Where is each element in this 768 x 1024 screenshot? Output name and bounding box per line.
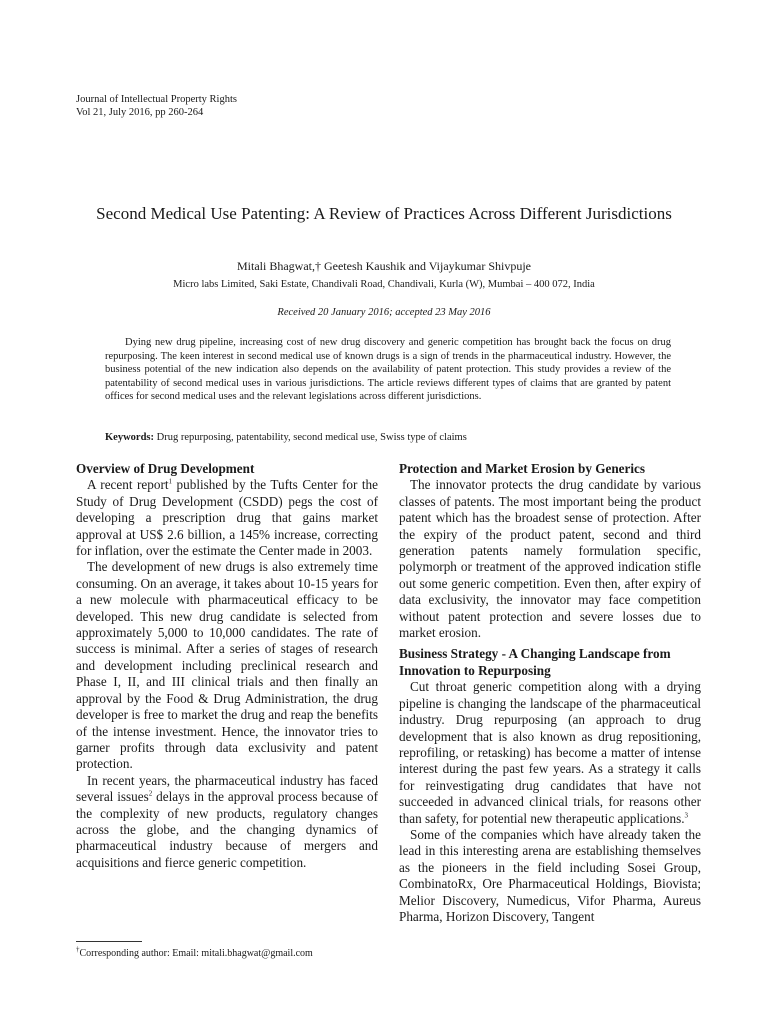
section-heading-protection: Protection and Market Erosion by Generics	[399, 461, 646, 476]
paragraph-text: A recent report	[87, 477, 169, 493]
footnote-divider	[76, 941, 142, 942]
paragraph: Some of the companies which have already taken the lead in this interesting arena are establishing themselves as the pioneers in the field including Sosei Group, CombinatoRx, Ore Pharmaceutical Holdings, Biovista; Melior Discovery, Numedicus, Vifor Pharma, Aureus Pharma, Horizon Discovery, Tangent	[399, 826, 701, 924]
paragraph: The innovator protects the drug candidate by various classes of patents. The most important being the product patent which has the broadest sense of protection. After the expiry of the product patent, second and third generation patents namely formulation specific, polymorph or treatment of the approved indication stifle out some generic competition. Even then, after expiry of data exclusivity, the innovator may face competition without patent protection and severe losses due to market erosion.	[399, 477, 701, 641]
abstract: Dying new drug pipeline, increasing cost of new drug discovery and generic competition has brought back the focus on drug repurposing. The keen interest in second medical use of known drugs is a sign of trends in the pharmaceutical industry. However, the business potential of the new indication also depends on the availability of patent protection. This study provides a review of the patentability of second medical uses in various jurisdictions. The article reviews different types of claims that are granted by patent offices for second medical uses and the relevant legislations across different jurisdictions.	[105, 337, 671, 403]
authors: Mitali Bhagwat,† Geetesh Kaushik and Vijaykumar Shivpuje	[236, 259, 531, 273]
paper-title: Second Medical Use Patenting: A Review of Practices Across Different Jurisdictions	[96, 204, 672, 223]
keywords	[105, 432, 671, 443]
paragraph-text: Cut throat generic competition along with a drying pipeline is changing the landscape of the pharmaceutical industry. Drug repurposing (an approach to drug development that is also known as drug repositioning, reprofiling, or retasking) has become a matter of intense interest during the past few years. As a strategy it calls for reinvestigating drug candidates that have not succeeded in advanced clinical trials, for reasons other than safety, for potential new therapeutic applications.	[399, 679, 701, 826]
paragraph-text: In recent years, the pharmaceutical industry has faced several issues	[76, 772, 378, 805]
journal-issue: Vol 21, July 2016, pp 260-264	[76, 107, 204, 118]
footnote-ref: 2	[148, 789, 153, 798]
keywords-label: Keywords:	[105, 432, 154, 443]
footnote	[76, 945, 313, 959]
paragraph-text: delays in the approval process because of the complexity of new products, regulatory changes across the globe, and the changing dynamics of pharmaceutical industry because of mergers and acquisitions and fierce generic competition.	[76, 789, 378, 870]
paragraph: The development of new drugs is also extremely time consuming. On an average, it takes about 10-15 years for a new molecule with pharmaceutical efficacy to be developed. This new drug candidate is selected from approximately 5,000 to 10,000 candidates. The rate of success is minimal. After a series of stages of research and development including preclinical research and Phase I, II, and III clinical trials and then finally an approval by the Food & Drug Administration, the drug developer is free to market the drug and reap the benefits of the intense investment. Hence, the innovator tries to garner profits through data exclusivity and patent protection.	[76, 559, 378, 772]
footnote-ref: 1	[168, 478, 173, 487]
received-dates: Received 20 January 2016; accepted 23 May 2016	[277, 307, 491, 318]
left-column	[76, 461, 378, 871]
footnote-mark: †	[76, 945, 80, 954]
journal-name: Journal of Intellectual Property Rights	[76, 94, 237, 105]
paragraph-text: published by the Tufts Center for the Study of Drug Development (CSDD) pegs the cost of developing a prescription drug that gains market approval at US$ 2.6 billion, a 145% increase, correcting for inflation, over the estimate the Center made in 2003.	[76, 477, 378, 559]
section-heading-overview: Overview of Drug Development	[76, 461, 255, 476]
footnote-text: Corresponding author: Email: mitali.bhagwat@gmail.com	[79, 948, 313, 959]
footnote-ref: 3	[684, 811, 689, 820]
keywords-text: Drug repurposing, patentability, second medical use, Swiss type of claims	[156, 432, 467, 443]
affiliation: Micro labs Limited, Saki Estate, Chandivali Road, Chandivali, Kurla (W), Mumbai – 400 072, India	[173, 279, 595, 290]
journal-header	[76, 93, 237, 119]
paragraph	[76, 773, 378, 871]
paragraph	[399, 679, 701, 827]
paragraph	[76, 477, 378, 559]
right-column	[399, 461, 701, 925]
section-heading-business-strategy: Business Strategy - A Changing Landscape from Innovation to Repurposing	[399, 646, 671, 678]
